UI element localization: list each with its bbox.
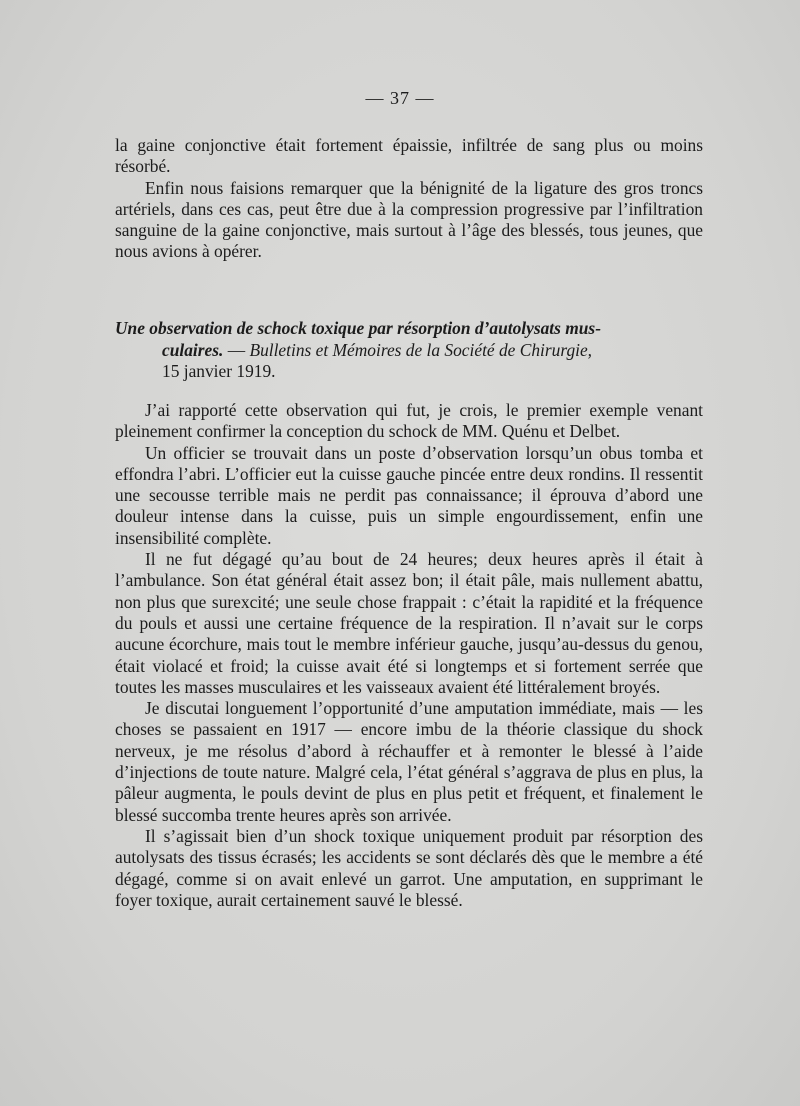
heading-title-line-1: Une observation de schock toxique par résorption d’autolysats mus- (115, 318, 601, 338)
intro-text-block (115, 135, 703, 263)
heading-date: 15 janvier 1919. (162, 361, 276, 381)
page-number: — 37 — (365, 88, 435, 108)
paragraph: Enfin nous faisions remarquer que la bénignité de la ligature des gros troncs artériels, dans ces cas, peut être due à la compression progressive par l’infiltration sanguine de la gaine conjonctive, mais surtout à l’âge des blessés, tous jeunes, que nous avions à opérer. (115, 177, 703, 262)
paragraph: Je discutai longuement l’opportunité d’une amputation immédiate, mais — les choses se passaient en 1917 — encore imbu de la théorie classique du shock nerveux, je me résolus d’abord à réchauffer et à remonter le blessé à l’aide d’injections de toute nature. Malgré cela, l’état général s’aggrava de plus en plus, la pâleur augmenta, le pouls devint de plus en plus petit et fréquent, et finalement le blessé succomba trente heures après son arrivée. (115, 698, 703, 825)
heading-title-line-2: culaires. (162, 339, 224, 360)
observation-text-block (115, 400, 703, 911)
paragraph: J’ai rapporté cette observation qui fut, je crois, le premier exemple venant pleinement confirmer la conception du schock de MM. Quénu et Delbet. (115, 400, 703, 442)
paragraph: Il ne fut dégagé qu’au bout de 24 heures; deux heures après il était à l’ambulance. Son état général était assez bon; il était pâle, mais nullement abattu, non plus que surexcité; une seule chose frappait : c’était la rapidité et la fréquence du pouls et aussi une certaine fréquence de la respiration. Il n’avait sur le corps aucune écorchure, mais tout le membre inférieur gauche, jusqu’au-dessus du genou, était violacé et froid; la cuisse avait été si longtemps et si fortement serrée que toutes les masses musculaires et les vaisseaux avaient été littéralement broyés. (115, 549, 703, 697)
paragraph: la gaine conjonctive était fortement épaissie, infiltrée de sang plus ou moins résorbé. (115, 135, 703, 177)
paragraph: Il s’agissait bien d’un shock toxique uniquement produit par résorption des autolysats des tissus écrasés; les accidents se sont déclarés dès que le membre a été dégagé, comme si on avait enlevé un garrot. Une amputation, en supprimant le foyer toxique, aurait certainement sauvé le blessé. (115, 825, 703, 910)
section-heading (115, 318, 705, 383)
heading-dash: — (223, 339, 250, 360)
heading-source: Bulletins et Mémoires de la Société de Chirurgie, (249, 339, 593, 360)
paragraph: Un officier se trouvait dans un poste d’observation lorsqu’un obus tomba et effondra l’abri. L’officier eut la cuisse gauche pincée entre deux rondins. Il ressentit une secousse terrible mais ne perdit pas connaissance; il éprouva d’abord une douleur intense dans la cuisse, puis un simple engourdissement, enfin une insensibilité complète. (115, 442, 703, 548)
